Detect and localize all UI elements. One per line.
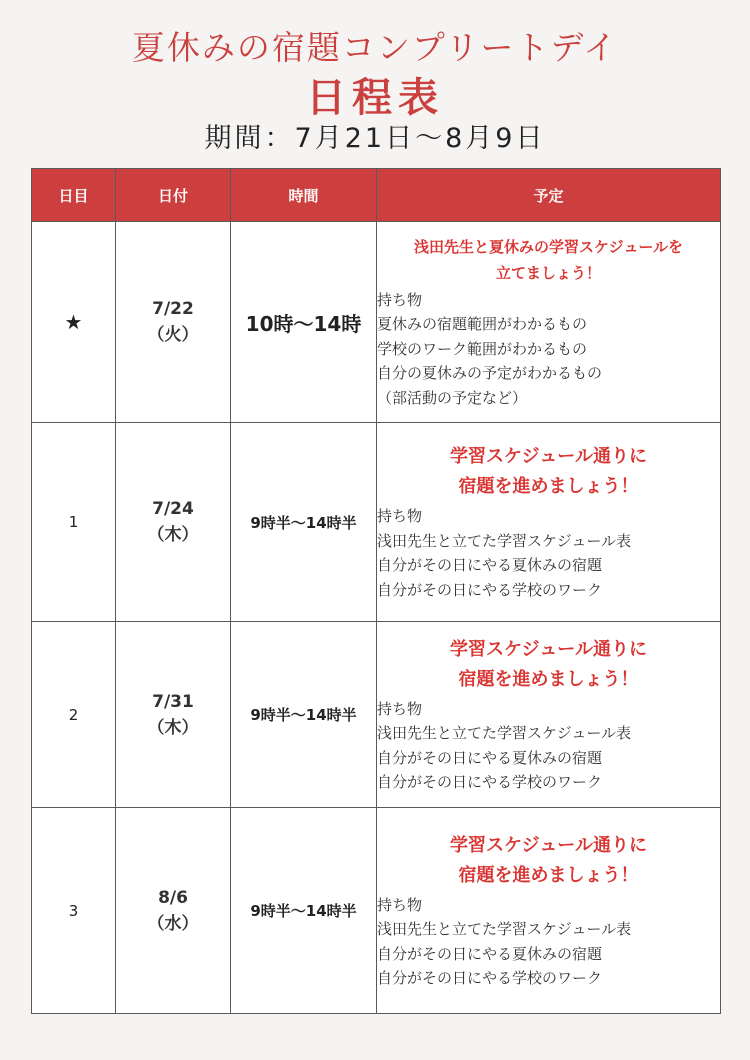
day-cell: 1	[32, 423, 116, 622]
plan-item: 浅田先生と立てた学習スケジュール表	[377, 724, 632, 742]
plan-cell	[377, 622, 721, 808]
plan-item: 浅田先生と立てた学習スケジュール表	[377, 920, 632, 938]
column-header-day: 日目	[32, 169, 116, 222]
plan-item: 自分がその日にやる夏休みの宿題	[377, 556, 603, 574]
page-subtitle: 夏休みの宿題コンプリートデイ	[131, 28, 619, 67]
date-cell	[116, 622, 231, 808]
plan-heading-line: 学習スケジュール通りに	[450, 638, 647, 660]
date-cell	[116, 222, 231, 423]
plan-cell	[377, 222, 721, 423]
table-row	[32, 423, 721, 622]
day-cell: 3	[32, 808, 116, 1014]
plan-heading-line: 立てましょう！	[495, 263, 601, 282]
plan-item: 学校のワーク範囲がわかるもの	[377, 339, 588, 358]
day-cell: ★	[32, 222, 116, 423]
plan-heading	[377, 442, 720, 502]
date-text: 7/22	[152, 299, 194, 319]
date-text: 8/6	[158, 887, 188, 908]
plan-heading	[377, 635, 720, 695]
plan-heading-line: 宿題を進めましょう！	[458, 864, 639, 886]
weekday-text: （木）	[147, 525, 199, 545]
plan-item: 自分の夏休みの予定がわかるもの	[377, 364, 603, 383]
time-cell: 9時半～14時半	[231, 622, 377, 808]
plan-heading-line: 宿題を進めましょう！	[458, 476, 639, 497]
table-row	[32, 808, 721, 1014]
plan-heading-line: 学習スケジュール通りに	[450, 834, 647, 856]
plan-item: 持ち物	[377, 507, 423, 525]
plan-item: 自分がその日にやる学校のワーク	[377, 580, 603, 599]
column-header-time: 時間	[231, 169, 377, 222]
plan-item: 自分がその日にやる学校のワーク	[377, 773, 603, 791]
plan-item: 自分がその日にやる夏休みの宿題	[377, 944, 603, 963]
plan-item: （部活動の予定など）	[377, 388, 528, 407]
table-row	[32, 222, 721, 423]
column-header-date: 日付	[116, 169, 231, 222]
page-title: 日程表	[306, 75, 444, 121]
weekday-text: （木）	[147, 717, 199, 738]
date-text: 7/31	[152, 691, 194, 712]
plan-heading-line: 浅田先生と夏休みの学習スケジュールを	[413, 237, 684, 256]
column-header-plan: 予定	[377, 169, 721, 222]
plan-heading	[377, 831, 720, 891]
weekday-text: （火）	[147, 325, 199, 345]
plan-heading	[377, 234, 720, 286]
plan-cell	[377, 808, 721, 1014]
date-cell	[116, 423, 231, 622]
plan-item: 持ち物	[377, 699, 423, 718]
time-cell: 9時半～14時半	[231, 423, 377, 622]
plan-item: 自分がその日にやる学校のワーク	[377, 969, 603, 987]
plan-heading-line: 学習スケジュール通りに	[450, 446, 647, 467]
weekday-text: （水）	[147, 913, 199, 934]
day-cell: 2	[32, 622, 116, 808]
plan-item: 持ち物	[377, 290, 423, 309]
plan-item: 持ち物	[377, 895, 423, 914]
plan-item: 浅田先生と立てた学習スケジュール表	[377, 531, 632, 550]
time-cell: 10時～14時	[231, 222, 377, 423]
date-text: 7/24	[152, 499, 194, 519]
table-row	[32, 622, 721, 808]
plan-heading-line: 宿題を進めましょう！	[458, 668, 639, 690]
table-header-row	[32, 169, 721, 222]
plan-item: 夏休みの宿題範囲がわかるもの	[377, 315, 588, 334]
plan-cell	[377, 423, 721, 622]
schedule-table	[31, 168, 721, 1014]
time-cell: 9時半～14時半	[231, 808, 377, 1014]
period-text: 期間：7月21日～8月9日	[204, 123, 546, 154]
plan-item: 自分がその日にやる夏休みの宿題	[377, 748, 603, 767]
date-cell	[116, 808, 231, 1014]
